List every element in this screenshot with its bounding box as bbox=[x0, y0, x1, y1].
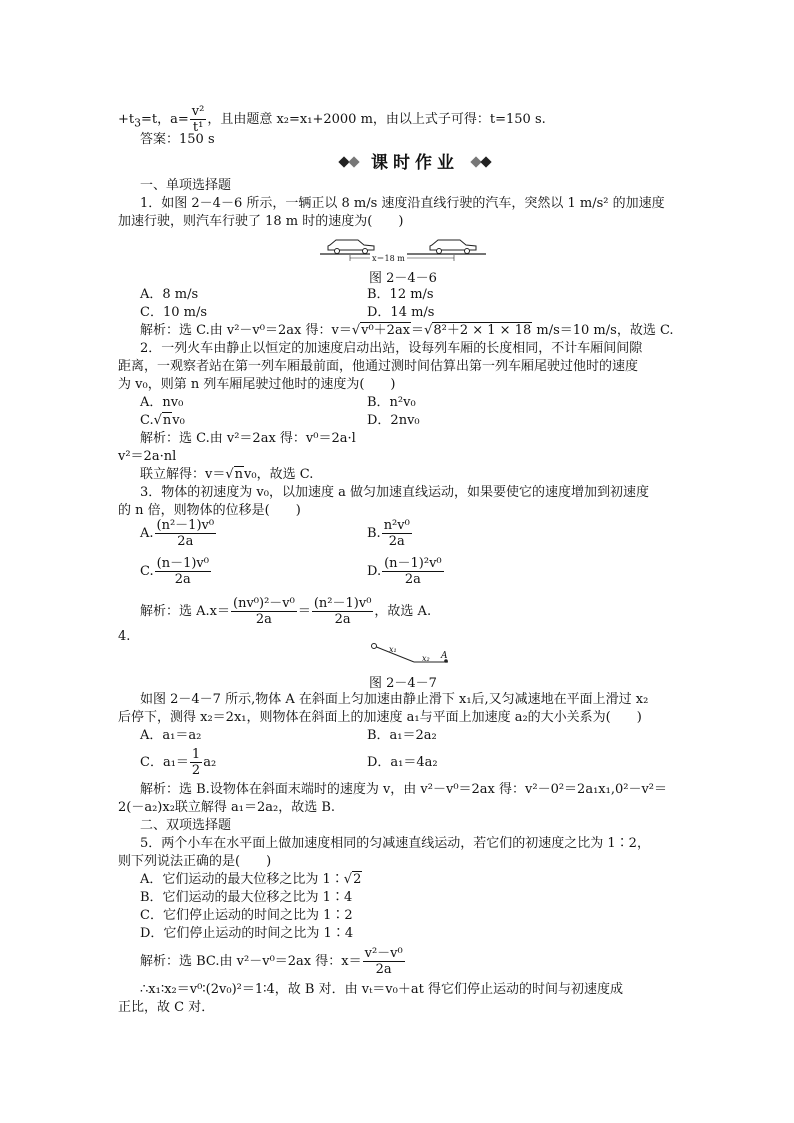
text-fragment: m/s＝10 m/s，故选 C. bbox=[532, 323, 674, 338]
figure-caption: 图 2－4－7 bbox=[369, 676, 437, 691]
q5-stem-line: 5．两个小车在水平面上做加速度相同的匀减速直线运动，若它们的初速度之比为 1∶2， bbox=[140, 836, 650, 851]
q4-option-b: B．a₁＝2a₂ bbox=[367, 728, 437, 743]
text-fragment: a₂ bbox=[203, 755, 217, 770]
section-heading: 一、单项选择题 bbox=[140, 178, 232, 193]
fraction bbox=[382, 556, 444, 587]
fraction bbox=[155, 556, 211, 587]
fraction-denominator: t¹ bbox=[192, 120, 204, 135]
text-fragment: A．它们运动的最大位移之比为 1∶ bbox=[140, 872, 344, 887]
diamond-ornament-icon bbox=[480, 156, 491, 167]
answer-line: 答案：150 s bbox=[140, 132, 215, 147]
q4-stem-line: 如图 2－4－7 所示,物体 A 在斜面上匀加速由静止滑下 x₁后,又匀减速地在平面上滑过 x₂ bbox=[140, 692, 649, 707]
q1-stem-line: 1．如图 2－4－6 所示，一辆正以 8 m/s 速度沿直线行驶的汽车，突然以 1 m/s² 的加速度 bbox=[140, 196, 665, 211]
text-fragment: v₀ bbox=[172, 413, 185, 428]
q4-option-c bbox=[140, 747, 216, 778]
q1-stem-line: 加速行驶，则汽车行驶了 18 m 时的速度为( ) bbox=[118, 214, 404, 229]
figure-caption: 图 2－4－6 bbox=[369, 271, 437, 286]
fraction-numerator: (n²－1)v⁰ bbox=[156, 518, 215, 533]
fraction bbox=[363, 946, 405, 977]
section-heading: 二、双项选择题 bbox=[140, 818, 232, 833]
fraction-numerator: (n－1)v⁰ bbox=[156, 556, 209, 571]
text-fragment: =t，a= bbox=[141, 112, 189, 127]
fraction bbox=[155, 518, 217, 549]
car-icon bbox=[328, 240, 374, 254]
q4-option-a: A．a₁＝a₂ bbox=[140, 728, 202, 743]
q4-stem-line: 后停下，测得 x₂＝2x₁，则物体在斜面上的加速度 a₁与平面上加速度 a₂的大小关系为( ) bbox=[118, 710, 642, 725]
car-icon bbox=[430, 240, 476, 254]
q2-stem-line: 2．一列火车由静止以恒定的加速度启动出站，设每列车厢的长度相同，不计车厢间间隙 bbox=[140, 341, 643, 356]
fraction-numerator: 1 bbox=[191, 747, 201, 762]
fraction-numerator: (n－1)²v⁰ bbox=[384, 556, 442, 571]
text-fragment: 解析：选 C.由 v²－v⁰＝2ax 得：v＝ bbox=[140, 323, 352, 338]
q4-analysis: 解析：选 B.设物体在斜面末端时的速度为 v，由 v²－v⁰＝2ax 得：v²－0²＝2a₁x₁,0²－v²＝ bbox=[140, 782, 668, 797]
q5-analysis: 正比，故 C 对． bbox=[118, 1000, 215, 1015]
fraction-denominator: 2a bbox=[174, 572, 191, 587]
text-fragment: 联立解得：v＝ bbox=[140, 467, 226, 482]
fraction-denominator: 2a bbox=[177, 534, 194, 549]
square-root: v⁰＋2ax bbox=[361, 323, 411, 338]
square-root: n bbox=[162, 413, 172, 428]
q5-option-c: C．它们停止运动的时间之比为 1∶2 bbox=[140, 908, 353, 923]
q5-option-b: B．它们运动的最大位移之比为 1∶4 bbox=[140, 890, 353, 905]
q3-analysis bbox=[140, 596, 431, 627]
q2-analysis: 解析：选 C.由 v²＝2ax 得：v⁰＝2a·l bbox=[140, 431, 356, 446]
fraction-denominator: 2a bbox=[255, 612, 272, 627]
text-fragment: 解析：选 A.x＝ bbox=[140, 604, 230, 619]
fraction-denominator: 2a bbox=[388, 534, 405, 549]
q3-option-a bbox=[140, 518, 217, 549]
fraction-numerator: n²v⁰ bbox=[383, 518, 410, 533]
q5-analysis: ∴x₁∶x₂＝v⁰∶(2v₀)²＝1∶4，故 B 对．由 vₜ＝v₀＋at 得它们停止运动的时间与初速度成 bbox=[140, 982, 623, 997]
q2-option-b: B．n²v₀ bbox=[367, 395, 416, 410]
q1-option-b: B．12 m/s bbox=[367, 287, 434, 302]
fraction-numerator: v²－v⁰ bbox=[364, 946, 403, 961]
fraction-numerator: (n²－1)v⁰ bbox=[313, 596, 372, 611]
square-root: 2 bbox=[353, 872, 362, 887]
q3-option-c bbox=[140, 556, 212, 587]
text-fragment: ，故选 A. bbox=[374, 604, 432, 619]
q5-analysis bbox=[140, 946, 406, 977]
fraction bbox=[231, 596, 297, 627]
q5-stem-line: 则下列说法正确的是( ) bbox=[118, 854, 272, 869]
fraction-denominator: 2a bbox=[334, 612, 351, 627]
text-fragment: ＝ bbox=[411, 323, 425, 338]
q1-analysis: 解析：选 C.由 v²－v⁰＝2ax 得：v＝√v⁰＋2ax＝√8²＋2 × 1 × 18 m/s＝10 m/s，故选 C. bbox=[140, 323, 674, 338]
fraction-numerator: v² bbox=[191, 104, 205, 119]
q2-option-a: A．nv₀ bbox=[140, 395, 184, 410]
figure-label-x2: x₂ bbox=[422, 654, 430, 663]
text-fragment: ＝ bbox=[297, 604, 311, 619]
q5-option-a: A．它们运动的最大位移之比为 1∶√2 bbox=[140, 872, 362, 887]
fraction-numerator: (nv⁰)²－v⁰ bbox=[233, 596, 295, 611]
fraction bbox=[382, 518, 412, 549]
q3-stem-line: 3．物体的初速度为 v₀，以加速度 a 做匀加速直线运动，如果要使它的速度增加到初速度 bbox=[140, 485, 649, 500]
section-banner bbox=[340, 151, 490, 175]
option-label: D. bbox=[367, 564, 382, 579]
fraction bbox=[312, 596, 374, 627]
q2-option-c: C.√nv₀ bbox=[140, 413, 185, 428]
banner-title: 课时作业 bbox=[371, 153, 459, 173]
option-label: B. bbox=[367, 526, 381, 541]
q1-option-d: D．14 m/s bbox=[367, 305, 435, 320]
q1-option-a: A．8 m/s bbox=[140, 287, 199, 302]
q1-option-c: C．10 m/s bbox=[140, 305, 207, 320]
q2-stem-line: 距离，一观察者站在第一列车厢最前面，他通过测时间估算出第一列车厢尾驶过他时的速度 bbox=[118, 359, 639, 374]
q4-option-d: D．a₁＝4a₂ bbox=[367, 755, 438, 770]
text-fragment: ，且由题意 x₂=x₁+2000 m，由以上式子可得：t=150 s. bbox=[207, 112, 546, 127]
figure-label-x1: x₁ bbox=[389, 645, 397, 654]
q2-analysis: v²＝2a·nl bbox=[118, 449, 177, 464]
q3-stem-line: 的 n 倍，则物体的位移是( ) bbox=[118, 503, 301, 518]
object-a-icon bbox=[372, 644, 377, 649]
subscript: 3 bbox=[134, 116, 142, 130]
option-label: A. bbox=[140, 526, 154, 541]
diamond-ornament-icon bbox=[348, 156, 359, 167]
q2-analysis: 联立解得：v＝√nv₀，故选 C. bbox=[140, 467, 314, 482]
q2-option-d: D．2nv₀ bbox=[367, 413, 420, 428]
q5-option-d: D．它们停止运动的时间之比为 1∶4 bbox=[140, 926, 354, 941]
option-label: C. bbox=[140, 564, 154, 579]
q4-figure-incline bbox=[366, 640, 466, 670]
figure-label: x＝18 m bbox=[372, 254, 405, 263]
q4-analysis: 2(－a₂)x₂联立解得 a₁＝2a₂，故选 B. bbox=[118, 800, 336, 815]
q2-stem-line: 为 v₀，则第 n 列车厢尾驶过他时的速度为( ) bbox=[118, 377, 396, 392]
figure-label-a: A bbox=[441, 651, 448, 661]
square-root: n bbox=[234, 467, 244, 482]
text-fragment: 解析：选 BC.由 v²－v⁰＝2ax 得：x＝ bbox=[140, 954, 362, 969]
text-fragment: C. bbox=[140, 413, 154, 428]
text-fragment: +t bbox=[118, 112, 135, 127]
q4-number: 4. bbox=[118, 629, 131, 644]
q3-option-d bbox=[367, 556, 445, 587]
fraction-denominator: 2a bbox=[404, 572, 421, 587]
fraction-denominator: 2a bbox=[375, 962, 392, 977]
fraction-denominator: 2 bbox=[191, 763, 201, 778]
fraction bbox=[190, 747, 202, 778]
text-fragment: v₀，故选 C. bbox=[244, 467, 314, 482]
q3-option-b bbox=[367, 518, 413, 549]
text-fragment: C．a₁＝ bbox=[140, 755, 189, 770]
square-root: 8²＋2 × 1 × 18 bbox=[433, 323, 532, 338]
